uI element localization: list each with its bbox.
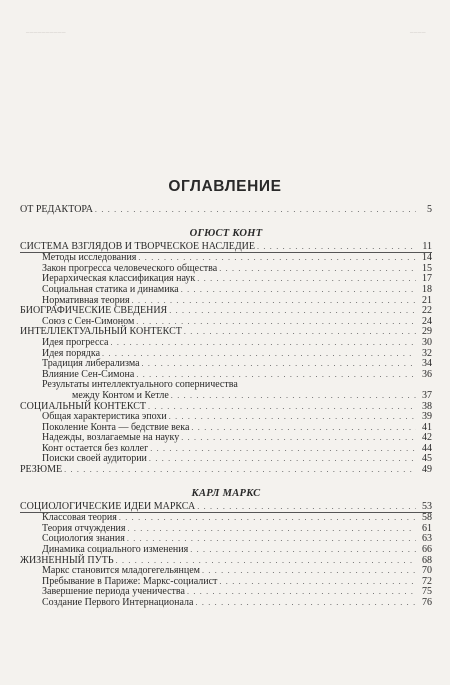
toc-entry-title: Завершение периода ученичества bbox=[42, 586, 185, 598]
toc-entry-title: Союз с Сен-Симоном bbox=[42, 315, 135, 327]
toc-entry-title: РЕЗЮМЕ bbox=[20, 464, 63, 476]
dot-leader bbox=[150, 444, 416, 455]
toc-entry-page: 45 bbox=[422, 453, 432, 465]
toc-entry-page: 61 bbox=[422, 522, 432, 534]
dot-leader bbox=[195, 598, 416, 609]
dot-leader bbox=[257, 242, 416, 253]
toc-entry-title: Общая характеристика эпохи bbox=[42, 411, 167, 423]
toc-entry-title: Методы исследования bbox=[42, 252, 137, 264]
toc-entry-title: между Контом и Кетле bbox=[72, 389, 169, 401]
toc-entry-title: Конт остается без коллег bbox=[42, 442, 149, 454]
toc-entry-page: 72 bbox=[422, 575, 432, 587]
toc-entry-page: 53 bbox=[422, 500, 432, 512]
dot-leader bbox=[64, 465, 416, 476]
dot-leader bbox=[142, 359, 416, 370]
toc-entry-page: 30 bbox=[422, 336, 432, 348]
toc-entry-page: 34 bbox=[422, 358, 432, 370]
toc-chapter-entry[interactable] bbox=[20, 465, 432, 476]
toc-entry-page: 75 bbox=[422, 586, 432, 598]
dot-leader bbox=[190, 545, 416, 556]
toc-entry-title: БИОГРАФИЧЕСКИЕ СВЕДЕНИЯ bbox=[20, 305, 168, 317]
dot-leader bbox=[181, 433, 416, 444]
toc-entry-title: Пребывание в Париже: Маркс-социалист bbox=[42, 575, 218, 587]
toc-entry-title: Результаты интеллектуального соперничества bbox=[42, 379, 238, 391]
toc-entry-page: 41 bbox=[422, 421, 432, 433]
dot-leader bbox=[171, 391, 416, 402]
dot-leader bbox=[181, 285, 416, 296]
toc-entry-page: 63 bbox=[422, 533, 432, 545]
dot-leader bbox=[197, 502, 416, 513]
toc-entry-page: 49 bbox=[422, 464, 432, 476]
toc-entry-title: СОЦИОЛОГИЧЕСКИЕ ИДЕИ МАРКСА bbox=[20, 500, 196, 512]
dot-leader bbox=[95, 205, 416, 216]
section-heading: ОГЮСТ КОНТ bbox=[189, 227, 263, 239]
page-title: ОГЛАВЛЕНИЕ bbox=[168, 178, 282, 195]
toc-entry-page: 37 bbox=[422, 389, 432, 401]
toc-entry-title: Динамика социального изменения bbox=[42, 544, 189, 556]
toc-subentry[interactable] bbox=[20, 285, 432, 296]
toc-entry-title: Теория отчуждения bbox=[42, 522, 126, 534]
toc-entry-title: Идея прогресса bbox=[42, 336, 109, 348]
toc-entry-title: СИСТЕМА ВЗГЛЯДОВ И ТВОРЧЕСКОЕ НАСЛЕДИЕ bbox=[20, 240, 255, 252]
toc-entry-page: 38 bbox=[422, 400, 432, 412]
section-heading: КАРЛ МАРКС bbox=[191, 487, 261, 499]
toc-entry-page: 22 bbox=[422, 305, 432, 317]
toc-entry-page: 42 bbox=[422, 432, 432, 444]
toc-entry-title: СОЦИАЛЬНЫЙ КОНТЕКСТ bbox=[20, 400, 147, 412]
dot-leader bbox=[102, 349, 416, 360]
toc-subentry[interactable] bbox=[20, 338, 432, 349]
toc-entry-page: 70 bbox=[422, 565, 432, 577]
table-of-contents bbox=[20, 205, 432, 609]
dot-leader bbox=[148, 402, 416, 413]
dot-leader bbox=[187, 587, 416, 598]
faint-header-right: ____ bbox=[410, 26, 426, 34]
toc-entry-title: ЖИЗНЕННЫЙ ПУТЬ bbox=[20, 554, 114, 566]
toc-entry-page: 66 bbox=[422, 544, 432, 556]
toc-entry-title: Классовая теория bbox=[42, 512, 117, 524]
toc-entry-title: Маркс становится младогегельянцем bbox=[42, 565, 200, 577]
dot-leader bbox=[219, 264, 416, 275]
toc-entry-title: Традиция либерализма bbox=[42, 358, 140, 370]
toc-entry-title: ОТ РЕДАКТОРА bbox=[20, 204, 93, 215]
toc-entry-title: Влияние Сен-Симона bbox=[42, 368, 135, 380]
toc-subentry[interactable] bbox=[20, 598, 432, 609]
toc-entry-title: Нормативная теория bbox=[42, 294, 130, 306]
toc-entry-title: Закон прогресса человеческого общества bbox=[42, 262, 218, 274]
dot-leader bbox=[110, 338, 416, 349]
toc-entry-page: 36 bbox=[422, 368, 432, 380]
toc-entry-page: 21 bbox=[422, 294, 432, 306]
toc-entry-page: 17 bbox=[422, 273, 432, 285]
toc-entry-page: 29 bbox=[422, 326, 432, 338]
dot-leader bbox=[128, 524, 417, 535]
toc-entry-page: 32 bbox=[422, 347, 432, 359]
toc-subentry[interactable] bbox=[20, 391, 432, 402]
dot-leader bbox=[184, 327, 416, 338]
running-header-faint bbox=[26, 26, 426, 36]
toc-entry-title: Надежды, возлагаемые на науку bbox=[42, 432, 180, 444]
toc-entry-title: Поиски своей аудитории bbox=[42, 453, 147, 465]
dot-leader bbox=[132, 296, 416, 307]
toc-entry-page: 44 bbox=[422, 442, 432, 454]
toc-entry-page: 58 bbox=[422, 512, 432, 524]
toc-entry-page: 68 bbox=[422, 554, 432, 566]
toc-entry-page: 15 bbox=[422, 262, 432, 274]
toc-entry-title: Социальная статика и динамика bbox=[42, 283, 179, 295]
toc-entry-page: 24 bbox=[422, 315, 432, 327]
dot-leader bbox=[191, 423, 416, 434]
dot-leader bbox=[119, 513, 416, 524]
dot-leader bbox=[219, 577, 416, 588]
toc-entry-page: 18 bbox=[422, 283, 432, 295]
dot-leader bbox=[169, 306, 416, 317]
dot-leader bbox=[202, 566, 416, 577]
toc-entry-title: Социология знания bbox=[42, 533, 125, 545]
dot-leader bbox=[169, 412, 416, 423]
toc-entry-intro[interactable] bbox=[20, 205, 432, 216]
toc-entry-page: 11 bbox=[422, 240, 432, 252]
dot-leader bbox=[149, 454, 416, 465]
toc-entry-title: Иерархическая классификация наук bbox=[42, 273, 196, 285]
toc-entry-page: 76 bbox=[422, 597, 432, 608]
toc-subentry[interactable] bbox=[20, 454, 432, 465]
toc-entry-title: Поколение Конта — бедствие века bbox=[42, 421, 190, 433]
toc-entry-title: Создание Первого Интернационала bbox=[42, 597, 194, 608]
faint-header-left: __________ bbox=[26, 26, 66, 34]
toc-entry-page: 39 bbox=[422, 411, 432, 423]
toc-entry-page: 14 bbox=[422, 252, 432, 264]
toc-entry-title: Идея порядка bbox=[42, 347, 101, 359]
dot-leader bbox=[197, 274, 416, 285]
toc-entry-page: 5 bbox=[427, 204, 432, 215]
toc-entry-title: ИНТЕЛЛЕКТУАЛЬНЫЙ КОНТЕКСТ bbox=[20, 326, 182, 338]
